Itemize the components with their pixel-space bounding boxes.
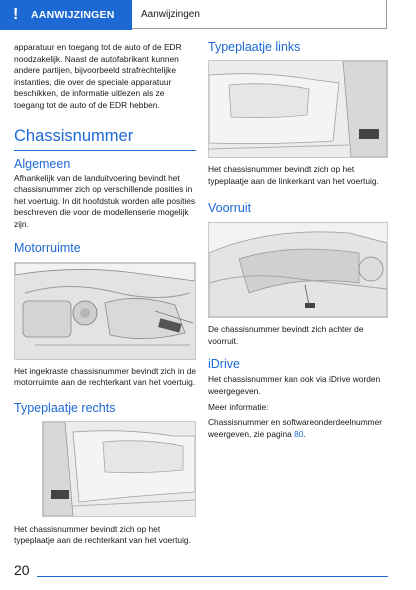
windshield-illustration: [209, 223, 387, 317]
plate-right-caption: Het chassisnummer bevindt zich op het typeplaatje aan de rechterkant van het voertuig.: [14, 523, 191, 546]
page-number: 20: [14, 562, 30, 578]
reference-page-link[interactable]: 80: [294, 428, 304, 439]
right-column: [208, 40, 388, 440]
engine-bay-illustration: [15, 263, 195, 359]
plate-left-heading: Typeplaatje links: [208, 40, 301, 54]
reference-text: Chassisnummer en softwareonderdeelnummer weergeven, zie pagina: [208, 417, 383, 439]
page-title: Aanwijzingen: [141, 9, 200, 20]
door-sill-right-illustration: [43, 422, 195, 516]
idrive-paragraph: Het chassisnummer kan ook via iDrive worden weergegeven.: [208, 374, 381, 396]
more-info-label: Meer informatie:: [208, 401, 269, 412]
plate-left-caption: Het chassisnummer bevindt zich op het typeplaatje aan de linkerkant van het voertuig.: [208, 164, 379, 186]
windshield-caption: De chassisnummer bevindt zich achter de voorruit.: [208, 324, 364, 346]
section-tab-label: AANWIJZINGEN: [31, 9, 115, 21]
door-sill-left-illustration: [209, 61, 387, 157]
section-tab: [0, 0, 132, 30]
engine-heading: Motorruimte: [14, 240, 81, 255]
left-column: [14, 40, 196, 547]
footer-rule: [37, 576, 388, 577]
reference-paragraph: [208, 417, 388, 440]
engine-caption: Het ingekraste chassisnummer bevindt zich in de motorruimte aan de rechterkant van het voertuig.: [14, 365, 197, 388]
general-heading: Algemeen: [14, 156, 71, 171]
plate-left-image: [208, 60, 388, 158]
windshield-heading: Voorruit: [208, 201, 252, 216]
windshield-image: [208, 222, 388, 318]
idrive-heading: iDrive: [208, 357, 240, 372]
warning-exclamation-icon: !: [13, 6, 19, 23]
reference-end: .: [303, 428, 306, 439]
plate-right-image: [42, 421, 196, 517]
plate-right-heading: Typeplaatje rechts: [14, 400, 116, 415]
engine-bay-image: [14, 262, 196, 360]
chassis-heading-rule: [14, 150, 196, 151]
header-title-box: [132, 0, 387, 29]
general-paragraph: Afhankelijk van de landuitvoering bevindt het chassisnummer zich op verschillende posities in het voertuig. In dit hoofdstuk worden alle posities beschreven die voor de modellenserie mogelijk zijn.: [14, 172, 196, 229]
chassis-heading: Chassisnummer: [14, 126, 134, 145]
intro-paragraph: apparatuur en toegang tot de auto of de EDR noodzakelijk. Naast de autofabrikant kunnen andere partijen, bijvoorbeeld strafrechtelijke instanties, die over de speciale apparatuur beschikken, de informatie uitlezen als ze toegang tot de auto of de EDR hebben.: [14, 42, 182, 110]
